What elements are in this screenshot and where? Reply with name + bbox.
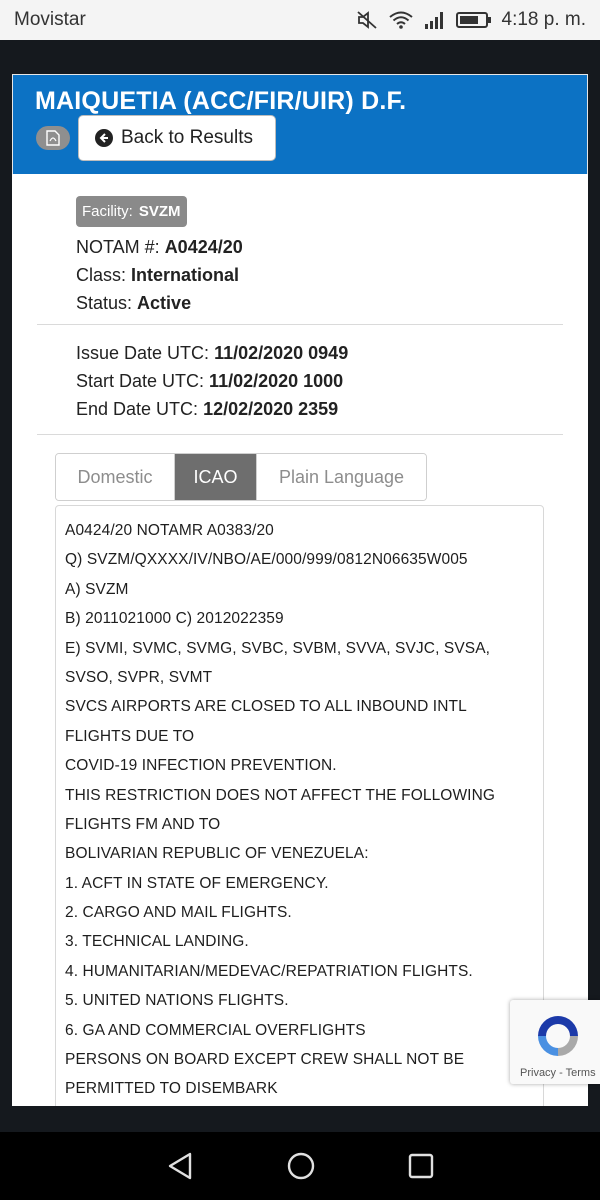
status-bar	[0, 0, 600, 40]
tab-plain-language[interactable]: Plain Language	[256, 454, 426, 500]
issue-date: Issue Date UTC: 11/02/2020 0949	[76, 343, 349, 363]
notam-line: 2. CARGO AND MAIL FLIGHTS.	[65, 904, 292, 922]
tab-icao[interactable]: ICAO	[174, 454, 256, 500]
notam-summary	[12, 174, 588, 324]
wifi-icon	[388, 10, 414, 30]
status-icons	[356, 9, 587, 31]
triangle-back-icon[interactable]	[166, 1151, 194, 1181]
back-to-results-button[interactable]	[78, 115, 276, 161]
notam-text-panel	[55, 505, 544, 1106]
arrow-left-circle-icon	[95, 129, 113, 147]
pdf-button[interactable]	[36, 126, 70, 150]
notam-line: 1. ACFT IN STATE OF EMERGENCY.	[65, 874, 329, 892]
tab-domestic[interactable]: Domestic	[56, 454, 174, 500]
notam-line: FLIGHTS DUE TO	[65, 727, 195, 745]
battery-icon	[456, 11, 492, 29]
mute-icon	[356, 10, 378, 30]
end-date: End Date UTC: 12/02/2020 2359	[76, 399, 339, 419]
square-recent-icon[interactable]	[408, 1153, 434, 1179]
notam-line: COVID-19 INFECTION PREVENTION.	[65, 757, 337, 775]
notam-line: E) SVMI, SVMC, SVMG, SVBC, SVBM, SVVA, SVJC, SVSA,	[65, 639, 491, 657]
notam-line: FLIGHTS FM AND TO	[65, 815, 221, 833]
format-tabs	[55, 453, 427, 501]
recaptcha-terms[interactable]: Privacy - Terms	[520, 1067, 596, 1079]
notam-line: PERMITTED TO DISEMBARK	[65, 1080, 278, 1098]
back-button-label: Back to Results	[121, 127, 253, 148]
notam-line: BOLIVARIAN REPUBLIC OF VENEZUELA:	[65, 845, 369, 863]
notam-line: 4. HUMANITARIAN/MEDEVAC/REPATRIATION FLIGHTS.	[65, 962, 473, 980]
page-header	[12, 74, 588, 174]
divider	[37, 434, 563, 435]
notam-status: Status: Active	[76, 293, 192, 313]
notam-line: A0424/20 NOTAMR A0383/20	[65, 522, 274, 539]
notam-line: SVCS AIRPORTS ARE CLOSED TO ALL INBOUND INTL	[65, 698, 467, 716]
facility-badge: Facility: SVZM	[76, 196, 187, 227]
carrier-name: Movistar	[14, 9, 86, 30]
notam-class: Class: International	[76, 265, 240, 285]
notam-line: 5. UNITED NATIONS FLIGHTS.	[65, 992, 289, 1010]
start-date: Start Date UTC: 11/02/2020 1000	[76, 371, 344, 391]
notam-dates	[12, 325, 588, 434]
circle-home-icon[interactable]	[286, 1151, 316, 1181]
page-title: MAIQUETIA (ACC/FIR/UIR) D.F.	[35, 87, 407, 115]
notam-line: 6. GA AND COMMERCIAL OVERFLIGHTS	[65, 1021, 366, 1039]
notam-number: NOTAM #: A0424/20	[76, 237, 243, 257]
pdf-icon	[46, 130, 60, 146]
notam-line: PERSONS ON BOARD EXCEPT CREW SHALL NOT BE	[65, 1051, 465, 1069]
notam-line: 3. TECHNICAL LANDING.	[65, 933, 249, 951]
signal-icon	[424, 10, 446, 30]
clock: 4:18 p. m.	[501, 9, 586, 30]
notam-line: A) SVZM	[65, 580, 129, 598]
recaptcha-icon	[532, 1010, 584, 1062]
notam-line: SVSO, SVPR, SVMT	[65, 668, 213, 686]
android-nav-bar	[0, 1132, 600, 1200]
notam-detail-page	[12, 74, 588, 1106]
notam-line: THIS RESTRICTION DOES NOT AFFECT THE FOLLOWING	[65, 786, 496, 804]
notam-line: B) 2011021000 C) 2012022359	[65, 610, 284, 628]
notam-line: Q) SVZM/QXXXX/IV/NBO/AE/000/999/0812N06635W005	[65, 551, 468, 569]
recaptcha-badge[interactable]	[510, 1000, 600, 1084]
